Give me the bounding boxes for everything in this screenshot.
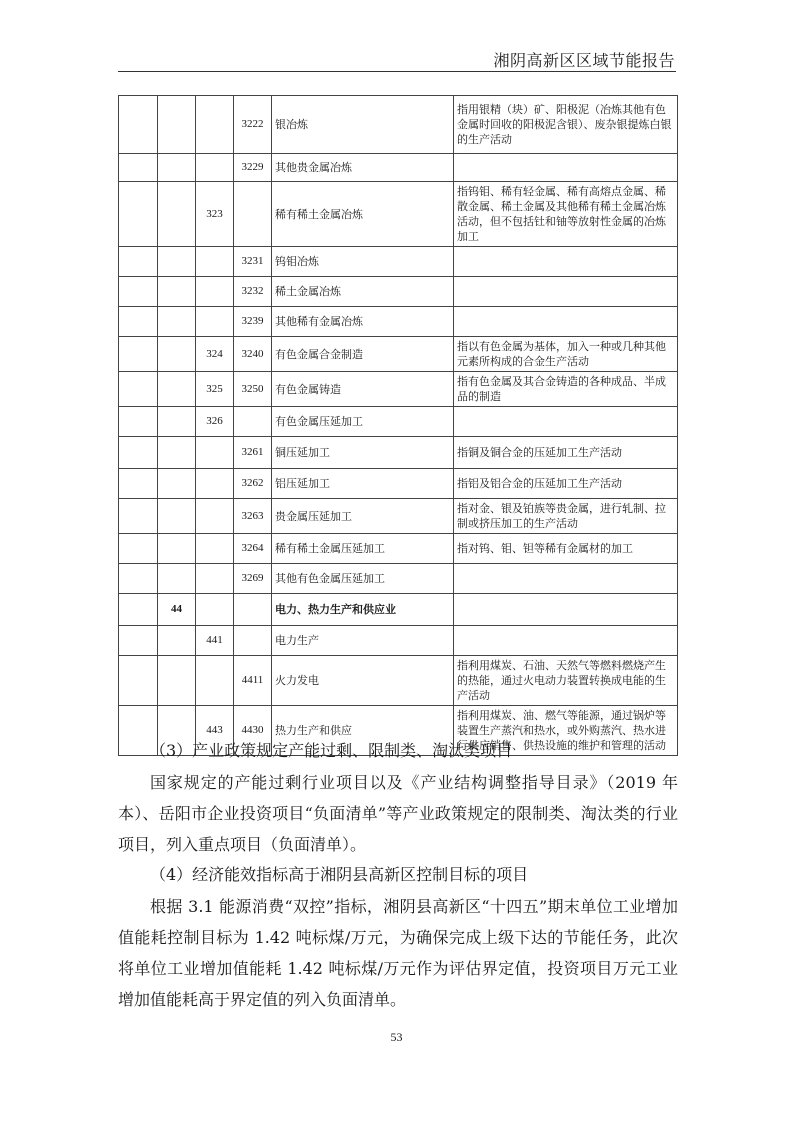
description-cell: 指对钨、钼、钽等稀有金属材的加工 bbox=[454, 534, 678, 564]
class-code-cell: 3263 bbox=[234, 499, 272, 534]
division-code-cell bbox=[158, 437, 196, 469]
table-row bbox=[119, 154, 678, 182]
group-code-cell bbox=[196, 437, 234, 469]
group-code-cell bbox=[196, 154, 234, 182]
group-code-cell: 326 bbox=[196, 407, 234, 437]
table-row bbox=[119, 307, 678, 337]
division-code-cell bbox=[158, 564, 196, 594]
section-code-cell bbox=[119, 247, 158, 277]
category-name-cell: 稀土金属冶炼 bbox=[272, 277, 454, 307]
division-code-cell bbox=[158, 407, 196, 437]
description-cell bbox=[454, 564, 678, 594]
table-row bbox=[119, 534, 678, 564]
division-code-cell bbox=[158, 182, 196, 247]
table-row bbox=[119, 626, 678, 656]
description-cell: 指利用煤炭、石油、天然气等燃料燃烧产生的热能，通过火电动力装置转换成电能的生产活动 bbox=[454, 656, 678, 706]
division-code-cell bbox=[158, 656, 196, 706]
class-code-cell: 4411 bbox=[234, 656, 272, 706]
table-row bbox=[119, 407, 678, 437]
division-code-cell bbox=[158, 534, 196, 564]
division-code-cell: 44 bbox=[158, 594, 196, 626]
section-code-cell bbox=[119, 154, 158, 182]
description-cell: 指钨钼、稀有轻金属、稀有高熔点金属、稀散金属、稀土金属及其他稀有稀土金属冶炼活动，但不包括钍和铀等放射性金属的冶炼加工 bbox=[454, 182, 678, 247]
division-code-cell bbox=[158, 469, 196, 499]
group-code-cell bbox=[196, 656, 234, 706]
section-code-cell bbox=[119, 534, 158, 564]
group-code-cell bbox=[196, 247, 234, 277]
table-row bbox=[119, 656, 678, 706]
division-code-cell bbox=[158, 307, 196, 337]
section-heading-3: （3）产业政策规定产能过剩、限制类、淘汰类项目 bbox=[150, 741, 513, 760]
description-cell: 指有色金属及其合金铸造的各种成品、半成品的制造 bbox=[454, 372, 678, 407]
description-cell: 指铜及铜合金的压延加工生产活动 bbox=[454, 437, 678, 469]
division-code-cell bbox=[158, 626, 196, 656]
section-code-cell bbox=[119, 407, 158, 437]
table-row bbox=[119, 594, 678, 626]
section-code-cell bbox=[119, 337, 158, 372]
table-row bbox=[119, 372, 678, 407]
category-name-cell: 火力发电 bbox=[272, 656, 454, 706]
description-cell: 指利用煤炭、油、燃气等能源，通过锅炉等装置生产蒸汽和热水，或外购蒸汽、热水进行供应销售、供热设施的维护和管理的活动 bbox=[454, 706, 678, 756]
group-code-cell bbox=[196, 564, 234, 594]
category-name-cell: 钨钼冶炼 bbox=[272, 247, 454, 277]
class-code-cell: 3231 bbox=[234, 247, 272, 277]
group-code-cell bbox=[196, 534, 234, 564]
group-code-cell bbox=[196, 277, 234, 307]
class-code-cell: 3250 bbox=[234, 372, 272, 407]
group-code-cell: 441 bbox=[196, 626, 234, 656]
category-name-cell: 其他有色金属压延加工 bbox=[272, 564, 454, 594]
description-cell bbox=[454, 407, 678, 437]
paragraph-3: 国家规定的产能过剩行业项目以及《产业结构调整指导目录》（2019 年本）、岳阳市企业投资项目“负面清单”等产业政策规定的限制类、淘汰类的行业项目，列入重点项目（负面清单）。 bbox=[118, 773, 678, 854]
category-name-cell: 有色金属合金制造 bbox=[272, 337, 454, 372]
class-code-cell bbox=[234, 626, 272, 656]
table-row bbox=[119, 437, 678, 469]
class-code-cell bbox=[234, 182, 272, 247]
section-code-cell bbox=[119, 437, 158, 469]
section-code-cell bbox=[119, 182, 158, 247]
division-code-cell bbox=[158, 337, 196, 372]
description-cell bbox=[454, 277, 678, 307]
group-code-cell: 323 bbox=[196, 182, 234, 247]
paragraph-4: 根据 3.1 能源消费“双控”指标，湘阴县高新区“十四五”期末单位工业增加值能耗控制目标为 1.42 吨标煤/万元，为确保完成上级下达的节能任务，此次将单位工业增加值能耗 1.42 吨标煤/万元作为评估界定值，投资项目万元工业增加值能耗高于界定值的列入负面清单。 bbox=[118, 897, 678, 1009]
section-code-cell bbox=[119, 372, 158, 407]
description-cell bbox=[454, 307, 678, 337]
description-cell bbox=[454, 247, 678, 277]
division-code-cell bbox=[158, 277, 196, 307]
group-code-cell bbox=[196, 499, 234, 534]
section-code-cell bbox=[119, 594, 158, 626]
category-name-cell: 电力、热力生产和供应业 bbox=[272, 594, 454, 626]
table-body bbox=[119, 96, 678, 756]
table-row bbox=[119, 96, 678, 154]
description-cell bbox=[454, 154, 678, 182]
category-name-cell: 电力生产 bbox=[272, 626, 454, 656]
category-name-cell: 其他稀有金属冶炼 bbox=[272, 307, 454, 337]
division-code-cell bbox=[158, 154, 196, 182]
class-code-cell: 3264 bbox=[234, 534, 272, 564]
table-row bbox=[119, 499, 678, 534]
description-cell: 指铝及铝合金的压延加工生产活动 bbox=[454, 469, 678, 499]
report-header-title: 湘阴高新区区域节能报告 bbox=[493, 51, 675, 70]
description-cell: 指对金、银及铂族等贵金属，进行轧制、拉制或挤压加工的生产活动 bbox=[454, 499, 678, 534]
category-name-cell: 有色金属铸造 bbox=[272, 372, 454, 407]
table-row bbox=[119, 247, 678, 277]
division-code-cell bbox=[158, 372, 196, 407]
section-code-cell bbox=[119, 307, 158, 337]
category-name-cell: 稀有稀土金属压延加工 bbox=[272, 534, 454, 564]
group-code-cell bbox=[196, 96, 234, 154]
category-name-cell: 热力生产和供应 bbox=[272, 706, 454, 756]
category-name-cell: 银冶炼 bbox=[272, 96, 454, 154]
division-code-cell bbox=[158, 96, 196, 154]
table-row bbox=[119, 469, 678, 499]
category-name-cell: 铜压延加工 bbox=[272, 437, 454, 469]
section-heading-4: （4）经济能效指标高于湘阴县高新区控制目标的项目 bbox=[150, 865, 529, 884]
group-code-cell: 325 bbox=[196, 372, 234, 407]
class-code-cell bbox=[234, 407, 272, 437]
table-row bbox=[119, 564, 678, 594]
table-row bbox=[119, 337, 678, 372]
division-code-cell bbox=[158, 499, 196, 534]
class-code-cell: 4430 bbox=[234, 706, 272, 756]
description-cell bbox=[454, 594, 678, 626]
class-code-cell: 3262 bbox=[234, 469, 272, 499]
class-code-cell: 3269 bbox=[234, 564, 272, 594]
section-code-cell bbox=[119, 626, 158, 656]
group-code-cell bbox=[196, 469, 234, 499]
description-cell bbox=[454, 626, 678, 656]
section-code-cell bbox=[119, 96, 158, 154]
class-code-cell: 3261 bbox=[234, 437, 272, 469]
group-code-cell: 324 bbox=[196, 337, 234, 372]
category-name-cell: 贵金属压延加工 bbox=[272, 499, 454, 534]
industry-classification-table bbox=[118, 95, 678, 756]
group-code-cell bbox=[196, 307, 234, 337]
category-name-cell: 稀有稀土金属冶炼 bbox=[272, 182, 454, 247]
class-code-cell: 3232 bbox=[234, 277, 272, 307]
page-number: 53 bbox=[390, 1030, 403, 1044]
class-code-cell bbox=[234, 594, 272, 626]
category-name-cell: 铝压延加工 bbox=[272, 469, 454, 499]
description-cell: 指用银精（块）矿、阳极泥（冶炼其他有色金属时回收的阳极泥含银）、废杂银提炼白银的生产活动 bbox=[454, 96, 678, 154]
category-name-cell: 其他贵金属冶炼 bbox=[272, 154, 454, 182]
class-code-cell: 3239 bbox=[234, 307, 272, 337]
section-code-cell bbox=[119, 277, 158, 307]
section-code-cell bbox=[119, 469, 158, 499]
table-row bbox=[119, 277, 678, 307]
class-code-cell: 3240 bbox=[234, 337, 272, 372]
class-code-cell: 3229 bbox=[234, 154, 272, 182]
group-code-cell: 443 bbox=[196, 706, 234, 756]
group-code-cell bbox=[196, 594, 234, 626]
section-code-cell bbox=[119, 564, 158, 594]
section-code-cell bbox=[119, 499, 158, 534]
table-row bbox=[119, 182, 678, 247]
description-cell: 指以有色金属为基体，加入一种或几种其他元素所构成的合金生产活动 bbox=[454, 337, 678, 372]
division-code-cell bbox=[158, 247, 196, 277]
section-code-cell bbox=[119, 656, 158, 706]
class-code-cell: 3222 bbox=[234, 96, 272, 154]
header-divider bbox=[118, 71, 676, 72]
category-name-cell: 有色金属压延加工 bbox=[272, 407, 454, 437]
